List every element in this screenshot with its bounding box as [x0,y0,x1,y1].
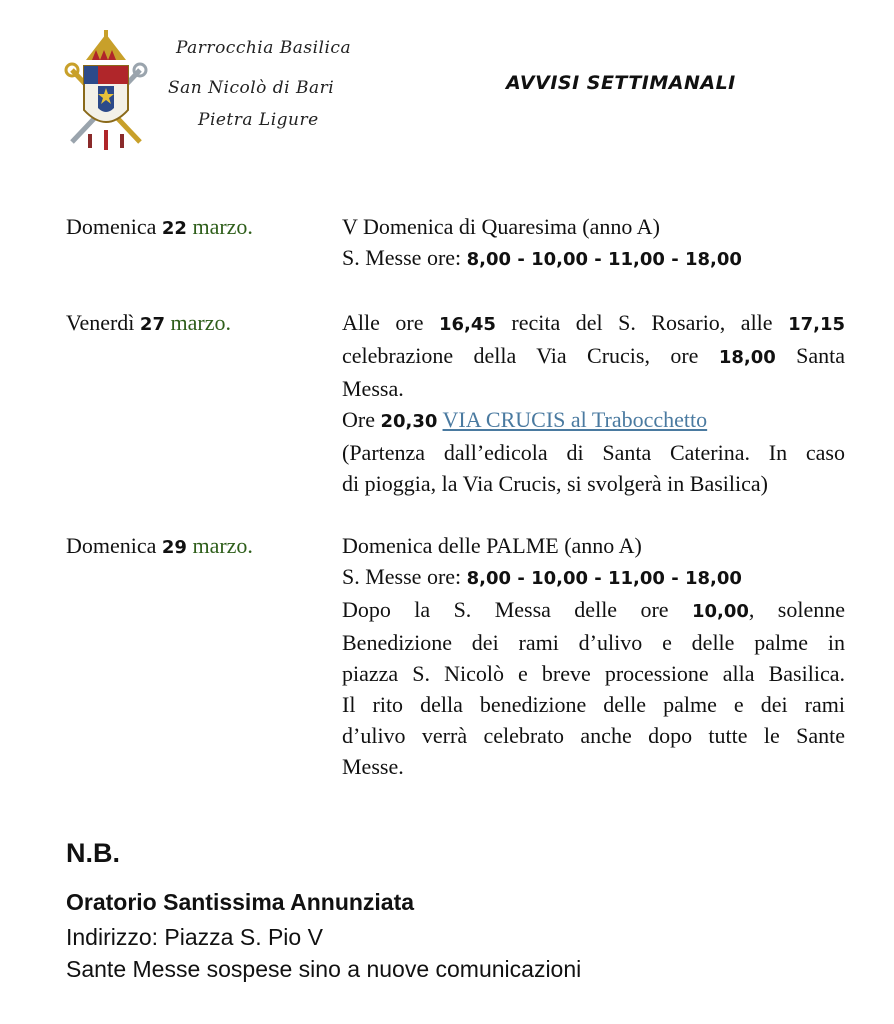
entry-line [342,307,845,340]
entry-line [342,720,845,751]
time-value: 10,00 [691,601,749,622]
entry-line [342,627,845,658]
entry-line [342,689,845,720]
text-segment: Messa. [342,376,404,401]
entry-line [342,242,845,275]
entry-details [342,530,845,782]
basilica-crest-logo [62,30,150,152]
entry-details [342,211,845,275]
text-segment: Alle ore [342,310,439,335]
text-segment: d’ulivo verrà celebrato anche dopo tutte le Sante [342,723,845,748]
text-segment: Messe. [342,754,404,779]
time-value: 8,00 - 10,00 - 11,00 - 18,00 [466,568,742,589]
text-segment: (Partenza dall’edicola di Santa Caterina. In caso [342,440,845,465]
time-value: 18,00 [718,347,776,368]
entry-line [342,751,845,782]
parish-name-line-1: Parrocchia Basilica [176,38,352,58]
entry-line [342,468,845,499]
via-crucis-link[interactable]: VIA CRUCIS al Trabocchetto [442,407,708,432]
nb-heading: N.B. [66,838,120,868]
entry-line [342,437,845,468]
date-weekday: Venerdì [66,310,135,335]
date-month: marzo. [170,310,231,335]
text-segment: Domenica delle PALME (anno A) [342,533,642,558]
date-month: marzo. [192,533,253,558]
oratory-name: Oratorio Santissima Annunziata [66,889,415,915]
parish-name-line-3: Pietra Ligure [198,110,319,130]
entry-date [66,214,253,240]
entry-line [342,530,845,561]
entry-details [342,307,845,499]
time-value: 17,15 [788,314,845,335]
oratory-address: Indirizzo: Piazza S. Pio V [66,924,323,950]
entry-line [342,340,845,373]
entry-line [342,404,845,437]
entry-line [342,211,845,242]
text-segment: di pioggia, la Via Crucis, si svolgerà in Basilica) [342,471,768,496]
entry-line [342,561,845,594]
text-segment: Il rito della benedizione delle palme e dei rami [342,692,845,717]
text-segment: piazza S. Nicolò e breve processione alla Basilica. [342,661,845,686]
text-segment: S. Messe ore: [342,564,467,589]
date-day: 22 [161,218,187,239]
entry-date [66,533,253,559]
page-title: AVVISI SETTIMANALI [506,72,736,94]
date-day: 29 [161,537,187,558]
text-segment: Benedizione dei rami d’ulivo e delle palme in [342,630,845,655]
text-segment: recita del S. Rosario, alle [495,310,789,335]
time-value: 20,30 [380,411,438,432]
text-segment: Ore [342,407,381,432]
parish-name-line-2: San Nicolò di Bari [168,78,335,98]
text-segment: V Domenica di Quaresima (anno A) [342,214,660,239]
entry-line [342,658,845,689]
time-value: 16,45 [438,314,496,335]
date-month: marzo. [192,214,253,239]
date-day: 27 [139,314,165,335]
text-segment: Dopo la S. Messa delle ore [342,597,692,622]
text-segment: , solenne [748,597,846,622]
oratory-note: Sante Messe sospese sino a nuove comunicazioni [66,956,582,982]
entry-line [342,373,845,404]
text-segment: S. Messe ore: [342,245,467,270]
text-segment: Santa [775,343,845,368]
time-value: 8,00 - 10,00 - 11,00 - 18,00 [466,249,742,270]
entry-date [66,310,231,336]
entry-line [342,594,845,627]
date-weekday: Domenica [66,214,157,239]
text-segment: celebrazione della Via Crucis, ore [342,343,719,368]
date-weekday: Domenica [66,533,157,558]
